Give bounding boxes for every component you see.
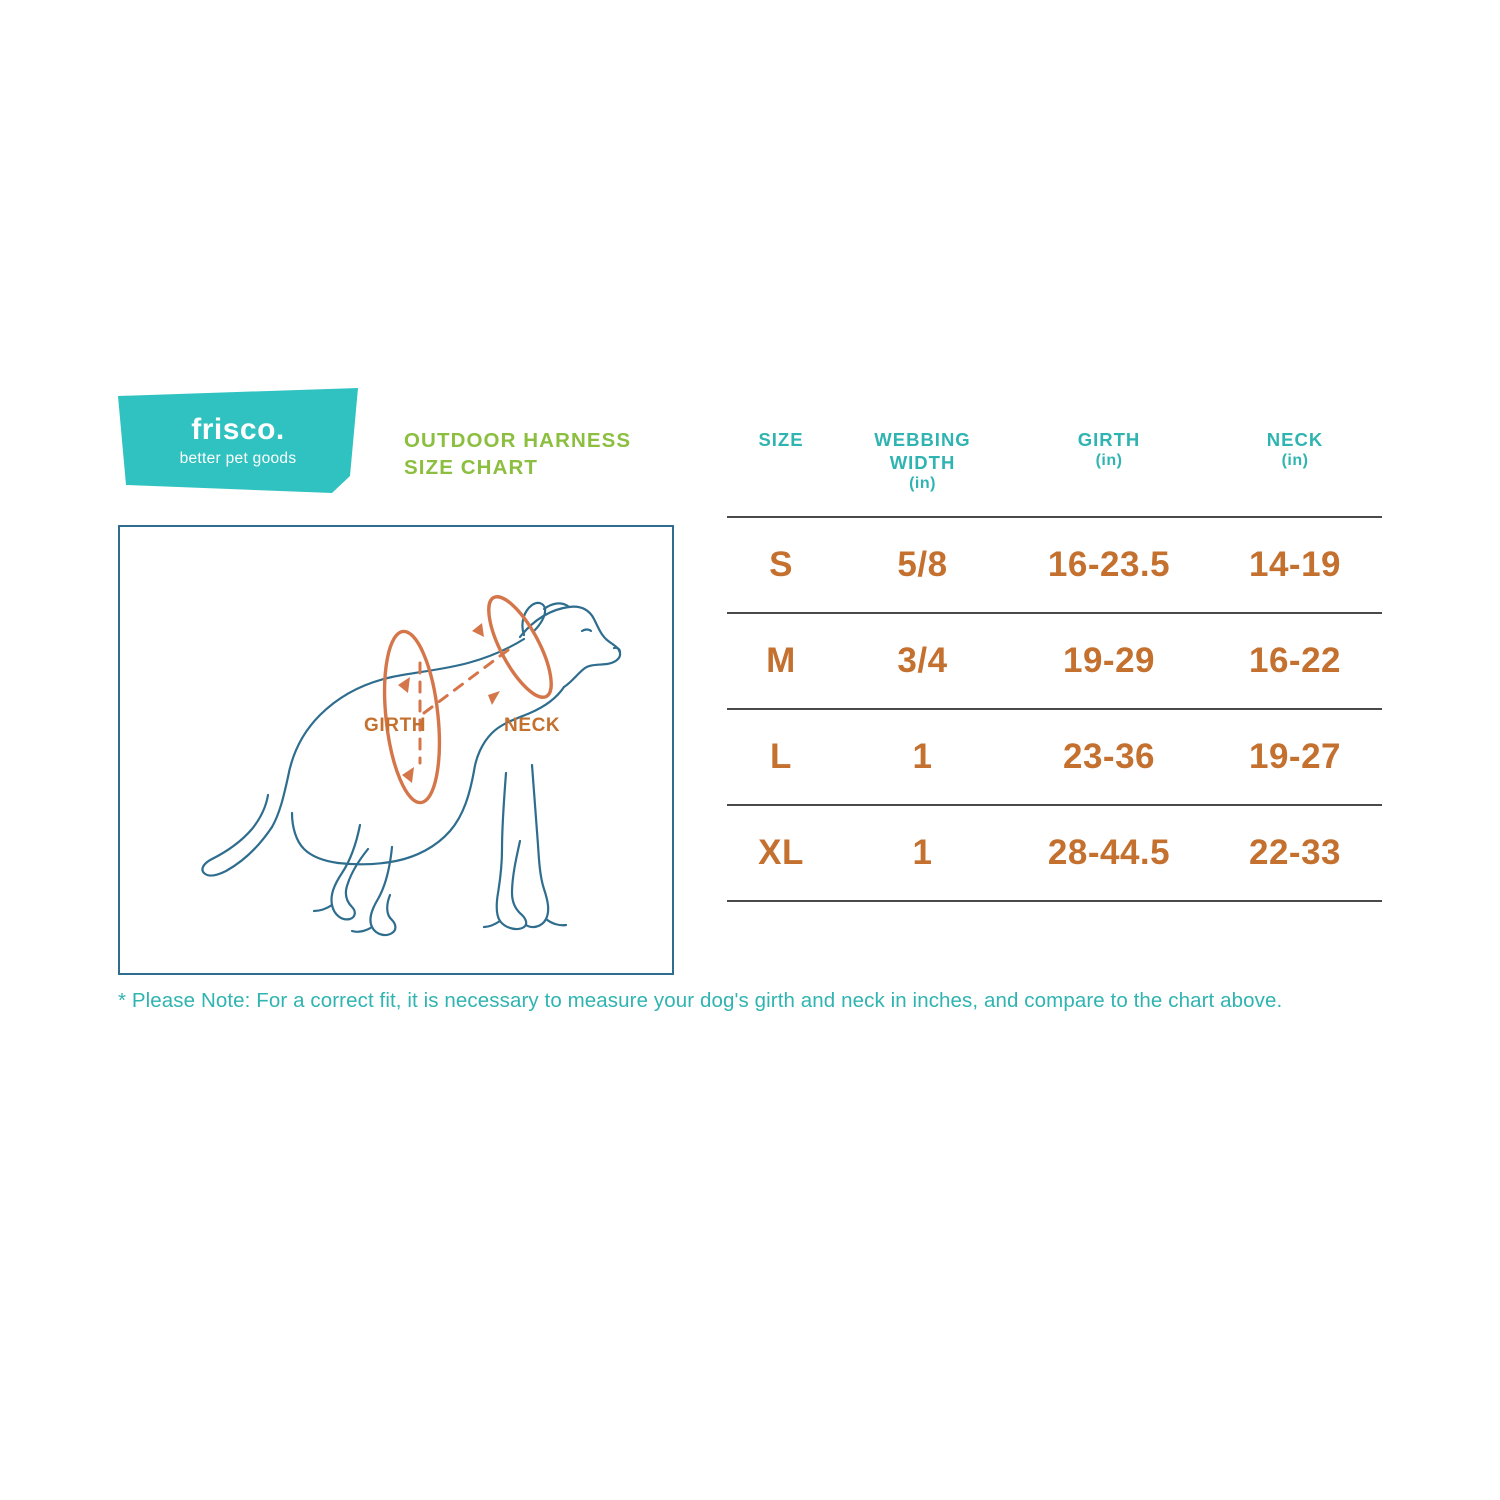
cell-size: M	[727, 613, 835, 709]
cell-neck: 16-22	[1208, 613, 1382, 709]
page-title-line2: SIZE CHART	[404, 455, 538, 479]
column-header-webbing-width	[835, 428, 1010, 517]
dog-diagram	[120, 527, 672, 973]
table-row	[727, 517, 1382, 613]
column-header-webbing-line2: WIDTH	[889, 452, 956, 474]
footnote: * Please Note: For a correct fit, it is necessary to measure your dog's girth and neck in inches, and compare to the chart above.	[118, 989, 1283, 1012]
cell-size: XL	[727, 805, 835, 901]
page-title	[404, 428, 704, 481]
cell-girth: 28-44.5	[1010, 805, 1208, 901]
size-chart-table-wrap	[727, 428, 1382, 902]
dog-illustration-box	[118, 525, 674, 975]
column-header-size-label: SIZE	[758, 429, 804, 450]
column-header-webbing-line1: WEBBING	[874, 429, 971, 450]
cell-webbing-width: 3/4	[835, 613, 1010, 709]
table-header-row	[727, 428, 1382, 517]
cell-webbing-width: 1	[835, 709, 1010, 805]
column-header-webbing-unit: (in)	[909, 475, 936, 493]
cell-size: S	[727, 517, 835, 613]
cell-webbing-width: 5/8	[835, 517, 1010, 613]
page-title-line1: OUTDOOR HARNESS	[404, 429, 632, 452]
column-header-neck-unit: (in)	[1281, 452, 1309, 470]
column-header-girth-label: GIRTH	[1077, 429, 1141, 450]
cell-girth: 16-23.5	[1010, 517, 1208, 613]
column-header-neck	[1208, 428, 1382, 517]
table-row	[727, 613, 1382, 709]
table-row	[727, 805, 1382, 901]
cell-neck: 19-27	[1208, 709, 1382, 805]
cell-size: L	[727, 709, 835, 805]
brand-name: frisco.	[191, 412, 285, 446]
size-chart-table	[727, 428, 1382, 902]
column-header-girth-unit: (in)	[1095, 452, 1123, 470]
cell-neck: 22-33	[1208, 805, 1382, 901]
cell-girth: 23-36	[1010, 709, 1208, 805]
brand-banner	[118, 388, 358, 493]
column-header-girth	[1010, 428, 1208, 517]
column-header-size	[727, 428, 835, 517]
column-header-neck-label: NECK	[1266, 429, 1324, 450]
table-row	[727, 709, 1382, 805]
cell-neck: 14-19	[1208, 517, 1382, 613]
cell-webbing-width: 1	[835, 805, 1010, 901]
brand-tagline: better pet goods	[179, 449, 297, 467]
cell-girth: 19-29	[1010, 613, 1208, 709]
neck-label: NECK	[504, 715, 561, 736]
girth-label: GIRTH	[364, 715, 427, 736]
